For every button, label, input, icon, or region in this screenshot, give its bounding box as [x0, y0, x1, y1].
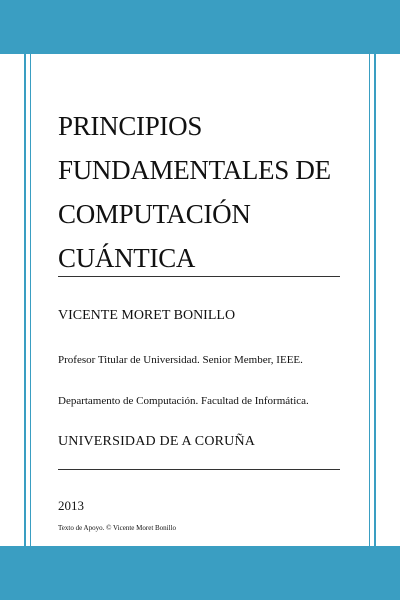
right-border-line-outer [374, 0, 376, 600]
copyright-note: Texto de Apoyo. © Vicente Moret Bonillo [58, 524, 177, 532]
author-department: Departamento de Computación. Facultad de Informática. [58, 395, 309, 407]
publication-year: 2013 [58, 498, 84, 513]
title-line-2: FUNDAMENTALES DE [58, 155, 331, 185]
separator-rule-bottom [58, 469, 340, 470]
title-line-1: PRINCIPIOS [58, 111, 203, 141]
title-line-3: COMPUTACIÓN CUÁNTICA [58, 199, 251, 273]
cover-page [58, 0, 348, 600]
separator-rule-top [58, 276, 340, 277]
right-border-line-inner [369, 0, 370, 600]
university-name: UNIVERSIDAD DE A CORUÑA [58, 434, 256, 449]
left-border-line-inner [30, 0, 31, 600]
author-name: VICENTE MORET BONILLO [58, 308, 236, 323]
author-position: Profesor Titular de Universidad. Senior Member, IEEE. [58, 354, 303, 366]
left-border-line-outer [24, 0, 26, 600]
book-title [58, 104, 358, 280]
